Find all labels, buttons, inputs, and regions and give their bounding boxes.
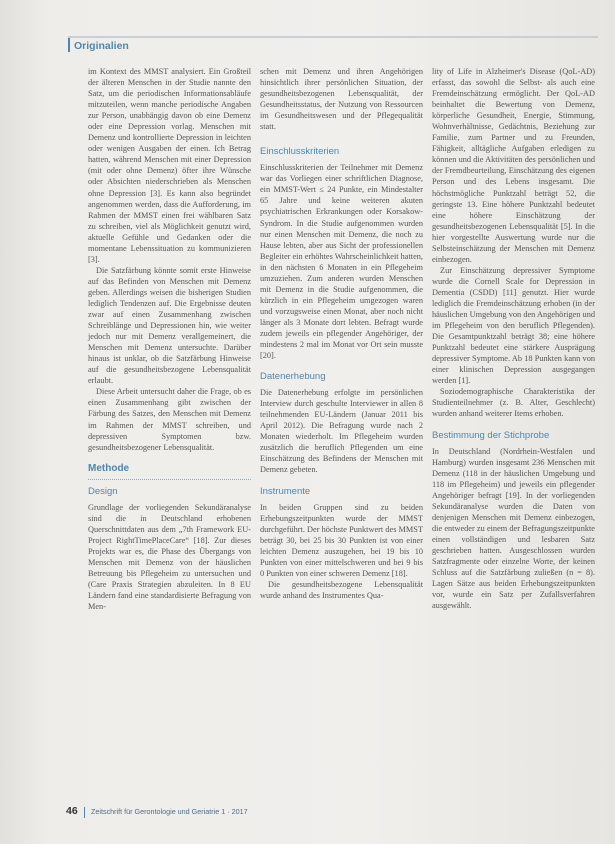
section-label: Originalien — [74, 40, 129, 52]
section-heading-methods: Methode — [88, 462, 130, 474]
paragraph: Zur Einschätzung depressiver Symptome wurde die Cornell Scale for Depression in Dementia (CSDD) [11] genutzt. Hier wurde lediglich die Fremdeinschätzung erhoben (in der häuslichen Umgebung von den Angehörigen und im Pflegeheim von den beruflich Pflegenden). Die Gesamtpunktzahl beträgt 38; eine höhere Punktzahl bedeutet eine stärkere Ausprägung depressiver Symptome. Ab 18 Punkten kann von einer klinischen Depression ausgegangen werden [1]. — [432, 265, 595, 386]
page-number: 46 — [66, 805, 78, 817]
paragraph: im Kontext des MMST analysiert. Ein Großteil der älteren Menschen in der Studie nannte den Satz, um die periodischen Informationsabläufe mitzuteilen, wenn manche periodische Angaben zur Person, unabhängig davon ob eine Demenz oder eine Depression vorlag. Menschen mit Demenz und kontrollierte Depression in leichten oder wenigen Ausgaben der einen. Ich Betrag hatten, während Menschen mit einer Depression (mit oder ohne Demenz) öfter ihre Wünsche oder Absichten niederschrieben als Menschen ohne Depression [3]. Es kann also begründet angenommen werden, dass die Aufforderung, im Rahmen der MMST einen frei wählbaren Satz zu schreiben, viel als Möglichkeit genutzt wird, aktuelle Gefühle und Gedanken oder die momentane Lebenssituation zu kommunizieren [3]. — [88, 67, 251, 264]
text-column-1 — [88, 66, 251, 612]
subheading-design: Design — [88, 485, 118, 497]
paragraph: Einschlusskriterien der Teilnehmer mit Demenz war das Vorliegen einer schriftlichen Diagnose, ein MMST-Wert ≤ 24 Punkte, ein Mindestalter 65 Jahre und keine weiteren akuten psychiatrischen Erkrankungen oder Korsakow-Syndrom. In die Studie aufgenommen wurden nur einen Menschen mit Demenz, die noch zu Hause lebten, aber aus Sicht der professionellen Begleiter ein erhöhtes Wahrscheinlichkeit hatten, in den nächsten 6 Monaten in ein Pflegeheim umzuziehen. Zum anderen wurden Menschen mit Demenz in die Studie aufgenommen, die kürzlich in ein Pflegeheim umgezogen waren und vorzugsweise einen Monat, aber noch nicht länger als 3 Monate dort lebten. Befragt wurde zudem jeweils ein pflegender Angehöriger, der mindestens 2 mal im Monat vor Ort sein musste [20]. — [260, 163, 423, 361]
paragraph: Grundlage der vorliegenden Sekundäranalyse sind die in Deutschland erhobenen Querschnittdaten aus dem „7th Framework EU-Project RightTimePlaceCare“ [18]. Zur dieses Projekts war es, die Phase des Übergangs von Menschen mit Demenz von der häuslichen Betreuung bis Pflegeheim zu untersuchen und (Care Praxis Strategien abzuleiten. In 8 EU Ländern fand eine standardisierte Befragung von Men- — [88, 502, 251, 612]
subheading-instruments: Instrumente — [260, 485, 311, 497]
paragraph: Die gesundheitsbezogene Lebensqualität wurde anhand des Instrumentes Qua- — [260, 579, 423, 600]
paragraph: Die Satzfärbung könnte somit erste Hinweise auf das Befinden von Menschen mit Demenz geben. Allerdings weisen die bisherigen Studien lediglich Tendenzen auf. Die Ergebnisse deuten zwar auf einen Zusammenhang zwischen Schreiblänge und Depressionen hin, wie weiter jedoch nur mit Demenz verallgemeinert, die Menschen mit Demenz untersuchte. Darüber hinaus ist unklar, ob die Satzfärbung Hinweise auf die gesundheitsbezogene Lebensqualität erlaubt. — [88, 265, 251, 386]
paragraph: Soziodemographische Charakteristika der Studienteilnehmer (z. B. Alter, Geschlecht) wurden anhand weiterer Items erhoben. — [432, 387, 595, 419]
text-column-2 — [260, 66, 423, 601]
paragraph: In beiden Gruppen sind zu beiden Erhebungszeitpunkten wurde der MMST durchgeführt. Der höchste Punktwert des MMST beträgt 30, bei 25 bis 30 Punkten ist von einer leichten Demenz auszugehen, bei 19 bis 10 Punkten von einer mittelschweren und bei 9 bis 0 Punkten von einer schweren Demenz [18]. — [260, 502, 423, 578]
paragraph: In Deutschland (Nordrhein-Westfalen und Hamburg) wurden insgesamt 236 Menschen mit Demenz (118 in der häuslichen Umgebung und 118 im Pflegeheim) und jeweils ein pflegender Angehöriger befragt [19]. In der vorliegenden Sekundäranalyse wurden die Daten von denjenigen Menschen mit Demenz einbezogen, die entweder zu einem der Befragungszeitpunkte einen vollständigen und lesbaren Satz geschrieben hatten. Ausgeschlossen wurden Satzfragmente oder einzelne Worte, der keinen Schluss auf die Satzfärbung zuließen (n = 8). Lagen Sätze aus beiden Erhebungszeitpunkten vor, wurde ein Satz per Zufallsverfahren ausgewählt. — [432, 446, 595, 611]
paragraph: schen mit Demenz und ihren Angehörigen hinsichtlich ihrer persönlichen Situation, der gesundheitsbezogenen Lebensqualität, der Gesundheitsstatus, der Nutzung von Ressourcen im Gesundheitswesen und der Pflegequalität statt. — [260, 67, 423, 132]
header-accent-bar — [68, 38, 70, 52]
paragraph: lity of Life in Alzheimer's Disease (QoL-AD) erfasst, das sowohl die Selbst- als auch eine Fremdeinschätzung ermöglicht. Der QoL-AD beinhaltet die Bewertung von Demenz, körperliche Gesundheit, Energie, Stimmung, Wohnverhältnisse, Gedächtnis, Beziehung zur Familie, zum Partner und zu Freunden, Fähigkeit, alltägliche Aufgaben erledigen zu können und die Aktivitäten des persönlichen und der Fremdbeurteilung, Einschätzung des eigenen Person und des Lebens insgesamt. Die höchstmögliche Punktzahl beträgt 52, die geringste 13. Eine höhere Punktzahl bedeutet eine höhere Einschätzung der gesundheitsbezogenen Lebensqualität [5]. In die hier vorgestellte Auswertung wurde nur die Selbsteinschätzung der Menschen mit Demenz einbezogen. — [432, 67, 595, 264]
subheading-sample: Bestimmung der Stichprobe — [432, 429, 550, 441]
subheading-inclusion: Einschlusskriterien — [260, 146, 340, 158]
paragraph: Die Datenerhebung erfolgte im persönlichen Interview durch geschulte Interviewer in allen 8 teilnehmenden EU-Ländern (Januar 2011 bis April 2012). Die Befragung wurde nach 2 Monaten wiederholt. Im Pflegeheim wurden zusätzlich die beruflich Pflegenden um eine Einschätzung des Befindens der Menschen mit Demenz gebeten. — [260, 388, 423, 475]
footer-separator — [84, 807, 85, 818]
text-column-3 — [432, 66, 595, 611]
subheading-data-collection: Datenerhebung — [260, 371, 326, 383]
page-header — [68, 36, 598, 56]
paragraph: Diese Arbeit untersucht daher die Frage, ob es einen Zusammenhang gibt zwischen der Färbung des Satzes, den Menschen mit Demenz im Rahmen der MMST schreiben, und depressiven Symptomen bzw. gesundheitsbezogener Lebensqualität. — [88, 387, 251, 452]
heading-rule — [88, 479, 251, 480]
journal-name: Zeitschrift für Gerontologie und Geriatrie 1 · 2017 — [91, 807, 248, 816]
page-footer — [66, 805, 606, 821]
